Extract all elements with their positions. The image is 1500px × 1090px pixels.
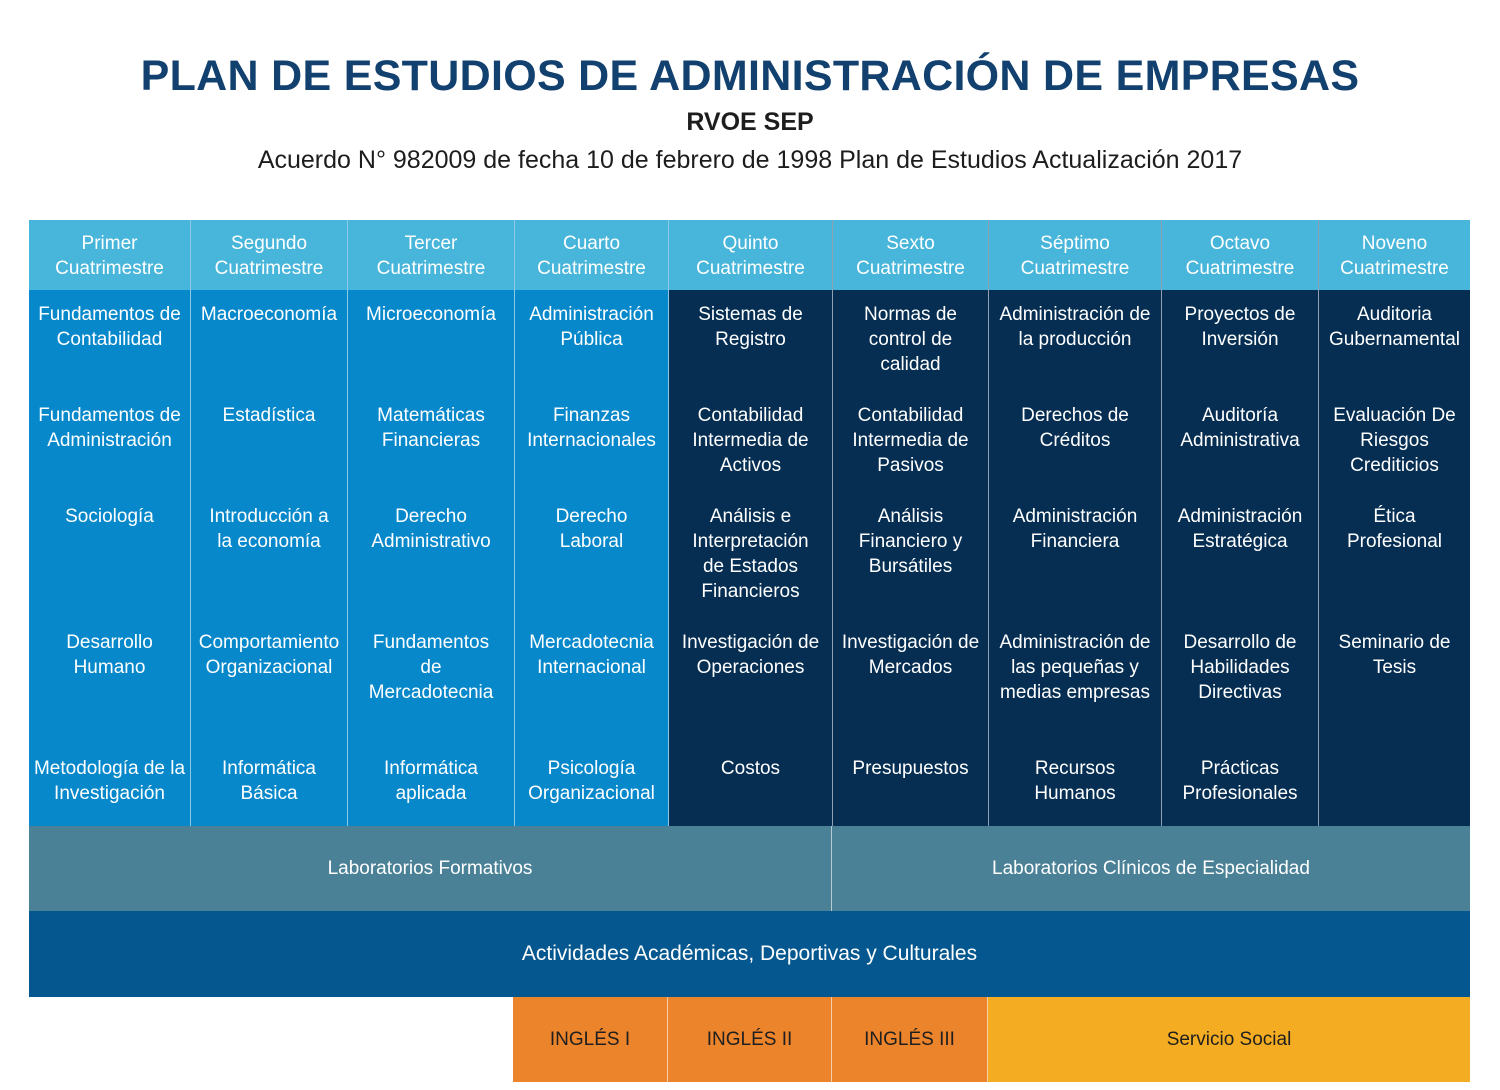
semester-column-4 [515, 220, 669, 826]
subject-cell: Recursos Humanos [1034, 758, 1116, 804]
semester-column-3 [348, 220, 515, 826]
page-subtitle: RVOE SEP [686, 108, 814, 136]
semester-header: Primer Cuatrimestre [29, 220, 190, 290]
subject-cell: Administración Estratégica [1177, 506, 1303, 552]
semester-header: Sexto Cuatrimestre [833, 220, 988, 290]
subject-cell: Investigación de Mercados [841, 632, 980, 678]
social-service-block: Servicio Social [988, 997, 1470, 1082]
subject-cell: Macroeconomía [200, 304, 338, 325]
subject-cell: Prácticas Profesionales [1182, 758, 1298, 804]
semester-column-1 [29, 220, 191, 826]
english-1-block: INGLÉS I [513, 997, 668, 1082]
labs-row [29, 826, 1470, 911]
subject-cell: Auditoria Gubernamental [1329, 304, 1460, 350]
subject-cell: Sociología [65, 506, 154, 527]
curriculum-grid [29, 220, 1470, 826]
subject-cell: Análisis e Interpretación de Estados Financieros [692, 506, 809, 602]
semester-header: Noveno Cuatrimestre [1319, 220, 1470, 290]
subject-cell: Desarrollo Humano [66, 632, 153, 678]
subject-cell: Derecho Administrativo [371, 506, 491, 552]
formative-labs: Laboratorios Formativos [29, 826, 832, 911]
semester-column-7 [989, 220, 1162, 826]
agreement-text: Acuerdo N° 982009 de fecha 10 de febrero de 1998 Plan de Estudios Actualización 2017 [257, 146, 1243, 174]
subject-cell: Administración de la producción [999, 304, 1151, 350]
subject-cell: Seminario de Tesis [1338, 632, 1451, 678]
semester-header: Tercer Cuatrimestre [348, 220, 514, 290]
subject-cell: Mercadotecnia Internacional [529, 632, 654, 678]
subject-cell: Microeconomía [366, 304, 496, 325]
semester-column-5 [669, 220, 833, 826]
subject-cell: Ética Profesional [1346, 506, 1443, 552]
subject-cell: Finanzas Internacionales [527, 405, 656, 451]
semester-column-2 [191, 220, 348, 826]
subject-cell: Fundamentos de Administración [38, 405, 181, 451]
subject-cell: Contabilidad Intermedia de Pasivos [852, 405, 969, 476]
subject-cell: Evaluación De Riesgos Crediticios [1333, 405, 1456, 476]
subject-cell: Introducción a la economía [209, 506, 329, 552]
subject-cell: Informática aplicada [384, 758, 478, 804]
english-3-block: INGLÉS III [832, 997, 988, 1082]
subject-cell: Metodología de la Investigación [33, 758, 186, 804]
subject-cell: Informática Básica [222, 758, 316, 804]
subject-cell: Administración Financiera [1012, 506, 1138, 552]
semester-header: Cuarto Cuatrimestre [515, 220, 668, 290]
activities-row: Actividades Académicas, Deportivas y Culturales [29, 911, 1470, 997]
semester-header: Segundo Cuatrimestre [191, 220, 347, 290]
english-2-block: INGLÉS II [668, 997, 832, 1082]
semester-header: Octavo Cuatrimestre [1162, 220, 1318, 290]
subject-line: Organizacional [205, 657, 333, 678]
subject-cell: Administración de las pequeñas y medias empresas [999, 632, 1151, 703]
subject-cell: Proyectos de Inversión [1184, 304, 1296, 350]
subject-cell: Investigación de Operaciones [681, 632, 820, 678]
subject-cell: Fundamentos de Contabilidad [38, 304, 181, 350]
subject-cell: Administración Pública [529, 304, 654, 350]
subject-cell [191, 630, 347, 680]
subject-cell: Costos [720, 758, 781, 779]
subject-cell: Desarrollo de Habilidades Directivas [1183, 632, 1297, 703]
subject-cell: Análisis Financiero y Bursátiles [858, 506, 963, 577]
subject-cell: Sistemas de Registro [698, 304, 803, 350]
subject-cell: Psicología Organizacional [528, 758, 655, 804]
subject-line: Comportamiento [198, 632, 340, 653]
page-title: PLAN DE ESTUDIOS DE ADMINISTRACIÓN DE EMPRESAS [140, 52, 1360, 100]
clinical-labs: Laboratorios Clínicos de Especialidad [992, 857, 1310, 879]
subject-cell: Matemáticas Financieras [377, 405, 485, 451]
bottom-row [513, 997, 1470, 1082]
semester-column-9 [1319, 220, 1470, 826]
subject-cell: Contabilidad Intermedia de Activos [692, 405, 809, 476]
subject-cell: Auditoría Administrativa [1180, 405, 1300, 451]
subject-cell: Estadística [222, 405, 316, 426]
subject-cell: Derecho Laboral [555, 506, 628, 552]
subject-cell: Fundamentos de Mercadotecnia [368, 632, 494, 703]
semester-column-6 [833, 220, 989, 826]
subject-cell: Presupuestos [852, 758, 969, 779]
subject-cell: Derechos de Créditos [1021, 405, 1129, 451]
subject-cell: Normas de control de calidad [864, 304, 957, 375]
semester-column-8 [1162, 220, 1319, 826]
semester-header: Quinto Cuatrimestre [669, 220, 832, 290]
semester-header: Séptimo Cuatrimestre [989, 220, 1161, 290]
